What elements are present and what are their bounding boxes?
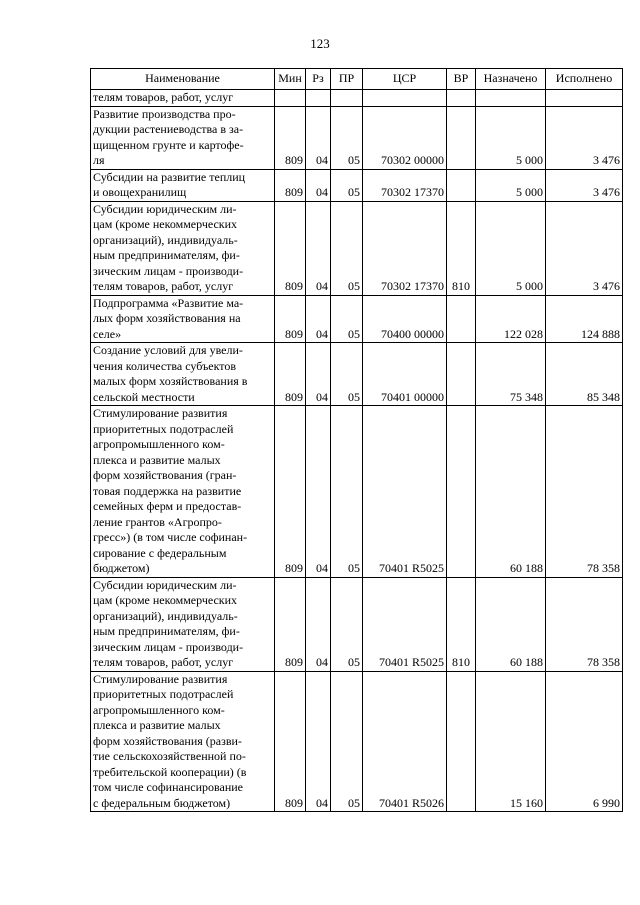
table-row [91,577,623,671]
name-line: дукции растениеводства в за- [93,122,244,136]
cell-pr: 05 [331,201,363,295]
cell-rz: 04 [306,406,331,578]
cell-planned: 15 160 [476,671,546,812]
cell-planned: 60 188 [476,406,546,578]
cell-name [91,577,275,671]
header-vr: ВР [447,69,476,90]
name-line: Стимулирование развития [93,671,228,686]
name-line: ля [93,153,105,167]
name-line: сельской местности [93,389,195,404]
cell-vr: 810 [447,577,476,671]
name-line: телям товаров, работ, услуг [93,279,234,293]
name-line: цам (кроме некоммерческих [93,217,238,231]
name-line: плекса и развитие малых [93,452,221,467]
cell-pr [331,90,363,107]
name-line: Подпрограмма «Развитие ма- [93,295,244,310]
name-line: форм хозяйствования (гран- [93,468,237,482]
cell-rz: 04 [306,295,331,343]
cell-executed: 78 358 [546,406,623,578]
name-line: семейных ферм и предостав- [93,499,242,513]
cell-min [275,90,306,107]
cell-rz: 04 [306,169,331,201]
cell-csr: 70401 00000 [363,343,447,406]
cell-vr: 810 [447,201,476,295]
cell-csr: 70400 00000 [363,295,447,343]
name-line: тие сельскохозяйственной по- [93,749,246,763]
cell-vr [447,106,476,169]
name-line: плекса и развитие малых [93,718,221,732]
header-name: Наименование [91,69,275,90]
cell-vr [447,671,476,812]
cell-csr: 70401 R5026 [363,671,447,812]
name-line: ным предпринимателям, фи- [93,624,240,638]
name-line: ным предпринимателям, фи- [93,248,240,262]
header-csr: ЦСР [363,69,447,90]
name-line: и овощехранилищ [93,185,187,199]
header-min: Мин [275,69,306,90]
cell-rz: 04 [306,577,331,671]
cell-vr [447,295,476,343]
name-line: организаций), индивидуаль- [93,608,238,623]
name-line: зическим лицам - производи- [93,639,244,654]
name-line: телям товаров, работ, услуг [93,655,234,669]
name-line: сирование с федеральным [93,545,227,560]
cell-vr [447,406,476,578]
cell-pr: 05 [331,295,363,343]
cell-pr: 05 [331,406,363,578]
cell-name [91,406,275,578]
cell-rz: 04 [306,343,331,406]
name-line: Субсидии юридическим ли- [93,201,237,216]
cell-planned: 5 000 [476,169,546,201]
cell-planned [476,90,546,107]
cell-name [91,169,275,201]
cell-rz: 04 [306,201,331,295]
cell-rz [306,90,331,107]
cell-min: 809 [275,295,306,343]
name-line: ление грантов «Агропро- [93,514,222,529]
name-line: селе» [93,326,122,341]
table-row [91,295,623,343]
cell-csr: 70302 17370 [363,169,447,201]
header-executed: Исполнено [546,69,623,90]
cell-pr: 05 [331,577,363,671]
cell-csr: 70401 R5025 [363,577,447,671]
cell-executed: 124 888 [546,295,623,343]
cell-executed: 3 476 [546,106,623,169]
name-line: Развитие производства про- [93,106,236,121]
name-line: цам (кроме некоммерческих [93,593,238,607]
header-planned: Назначено [476,69,546,90]
cell-csr [363,90,447,107]
budget-table [90,68,623,812]
cell-planned: 5 000 [476,201,546,295]
table-row [91,106,623,169]
name-line: требительской кооперации) (в [93,764,247,779]
cell-executed: 3 476 [546,201,623,295]
cell-pr: 05 [331,671,363,812]
table-row [91,201,623,295]
cell-vr [447,343,476,406]
name-line: приоритетных подотраслей [93,687,234,701]
cell-planned: 122 028 [476,295,546,343]
cell-min: 809 [275,577,306,671]
cell-name [91,201,275,295]
name-line: агропромышленного ком- [93,702,225,717]
header-pr: ПР [331,69,363,90]
name-line: том числе софинансирование [93,780,243,794]
table-row [91,406,623,578]
name-line: телям товаров, работ, услуг [93,90,234,104]
name-line: Субсидии юридическим ли- [93,577,237,592]
cell-name [91,295,275,343]
cell-csr: 70401 R5025 [363,406,447,578]
name-line: зическим лицам - производи- [93,263,244,278]
cell-executed: 85 348 [546,343,623,406]
name-line: чения количества субъектов [93,358,237,373]
page-number: 123 [310,36,330,51]
cell-planned: 60 188 [476,577,546,671]
header-rz: Рз [306,69,331,90]
name-line: Субсидии на развитие теплиц [93,169,246,184]
cell-planned: 5 000 [476,106,546,169]
name-line: Стимулирование развития [93,406,228,420]
table-row [91,169,623,201]
cell-name [91,106,275,169]
cell-rz: 04 [306,106,331,169]
cell-vr [447,169,476,201]
cell-min: 809 [275,343,306,406]
cell-name [91,671,275,812]
table-row [91,90,623,107]
name-line: щищенном грунте и картофе- [93,137,244,152]
name-line: товая поддержка на развитие [93,483,242,498]
cell-min: 809 [275,671,306,812]
name-line: с федеральным бюджетом) [93,795,231,810]
cell-planned: 75 348 [476,343,546,406]
cell-vr [447,90,476,107]
name-line: агропромышленного ком- [93,437,225,451]
name-line: приоритетных подотраслей [93,421,234,436]
cell-executed: 78 358 [546,577,623,671]
cell-min: 809 [275,169,306,201]
cell-executed [546,90,623,107]
cell-executed: 3 476 [546,169,623,201]
cell-csr: 70302 17370 [363,201,447,295]
cell-min: 809 [275,106,306,169]
table-row [91,343,623,406]
name-line: Создание условий для увели- [93,343,243,357]
cell-name [91,343,275,406]
name-line: форм хозяйствования (разви- [93,733,242,748]
table-header-row [91,69,623,90]
cell-pr: 05 [331,343,363,406]
name-line: лых форм хозяйствования на [93,311,241,325]
cell-name [91,90,275,107]
name-line: организаций), индивидуаль- [93,232,238,247]
table-row [91,671,623,812]
table-body [91,90,623,812]
cell-executed: 6 990 [546,671,623,812]
cell-min: 809 [275,406,306,578]
cell-pr: 05 [331,106,363,169]
cell-min: 809 [275,201,306,295]
name-line: малых форм хозяйствования в [93,374,248,388]
cell-rz: 04 [306,671,331,812]
cell-csr: 70302 00000 [363,106,447,169]
cell-pr: 05 [331,169,363,201]
name-line: гресс») (в том числе софинан- [93,530,248,544]
name-line: бюджетом) [93,561,150,575]
